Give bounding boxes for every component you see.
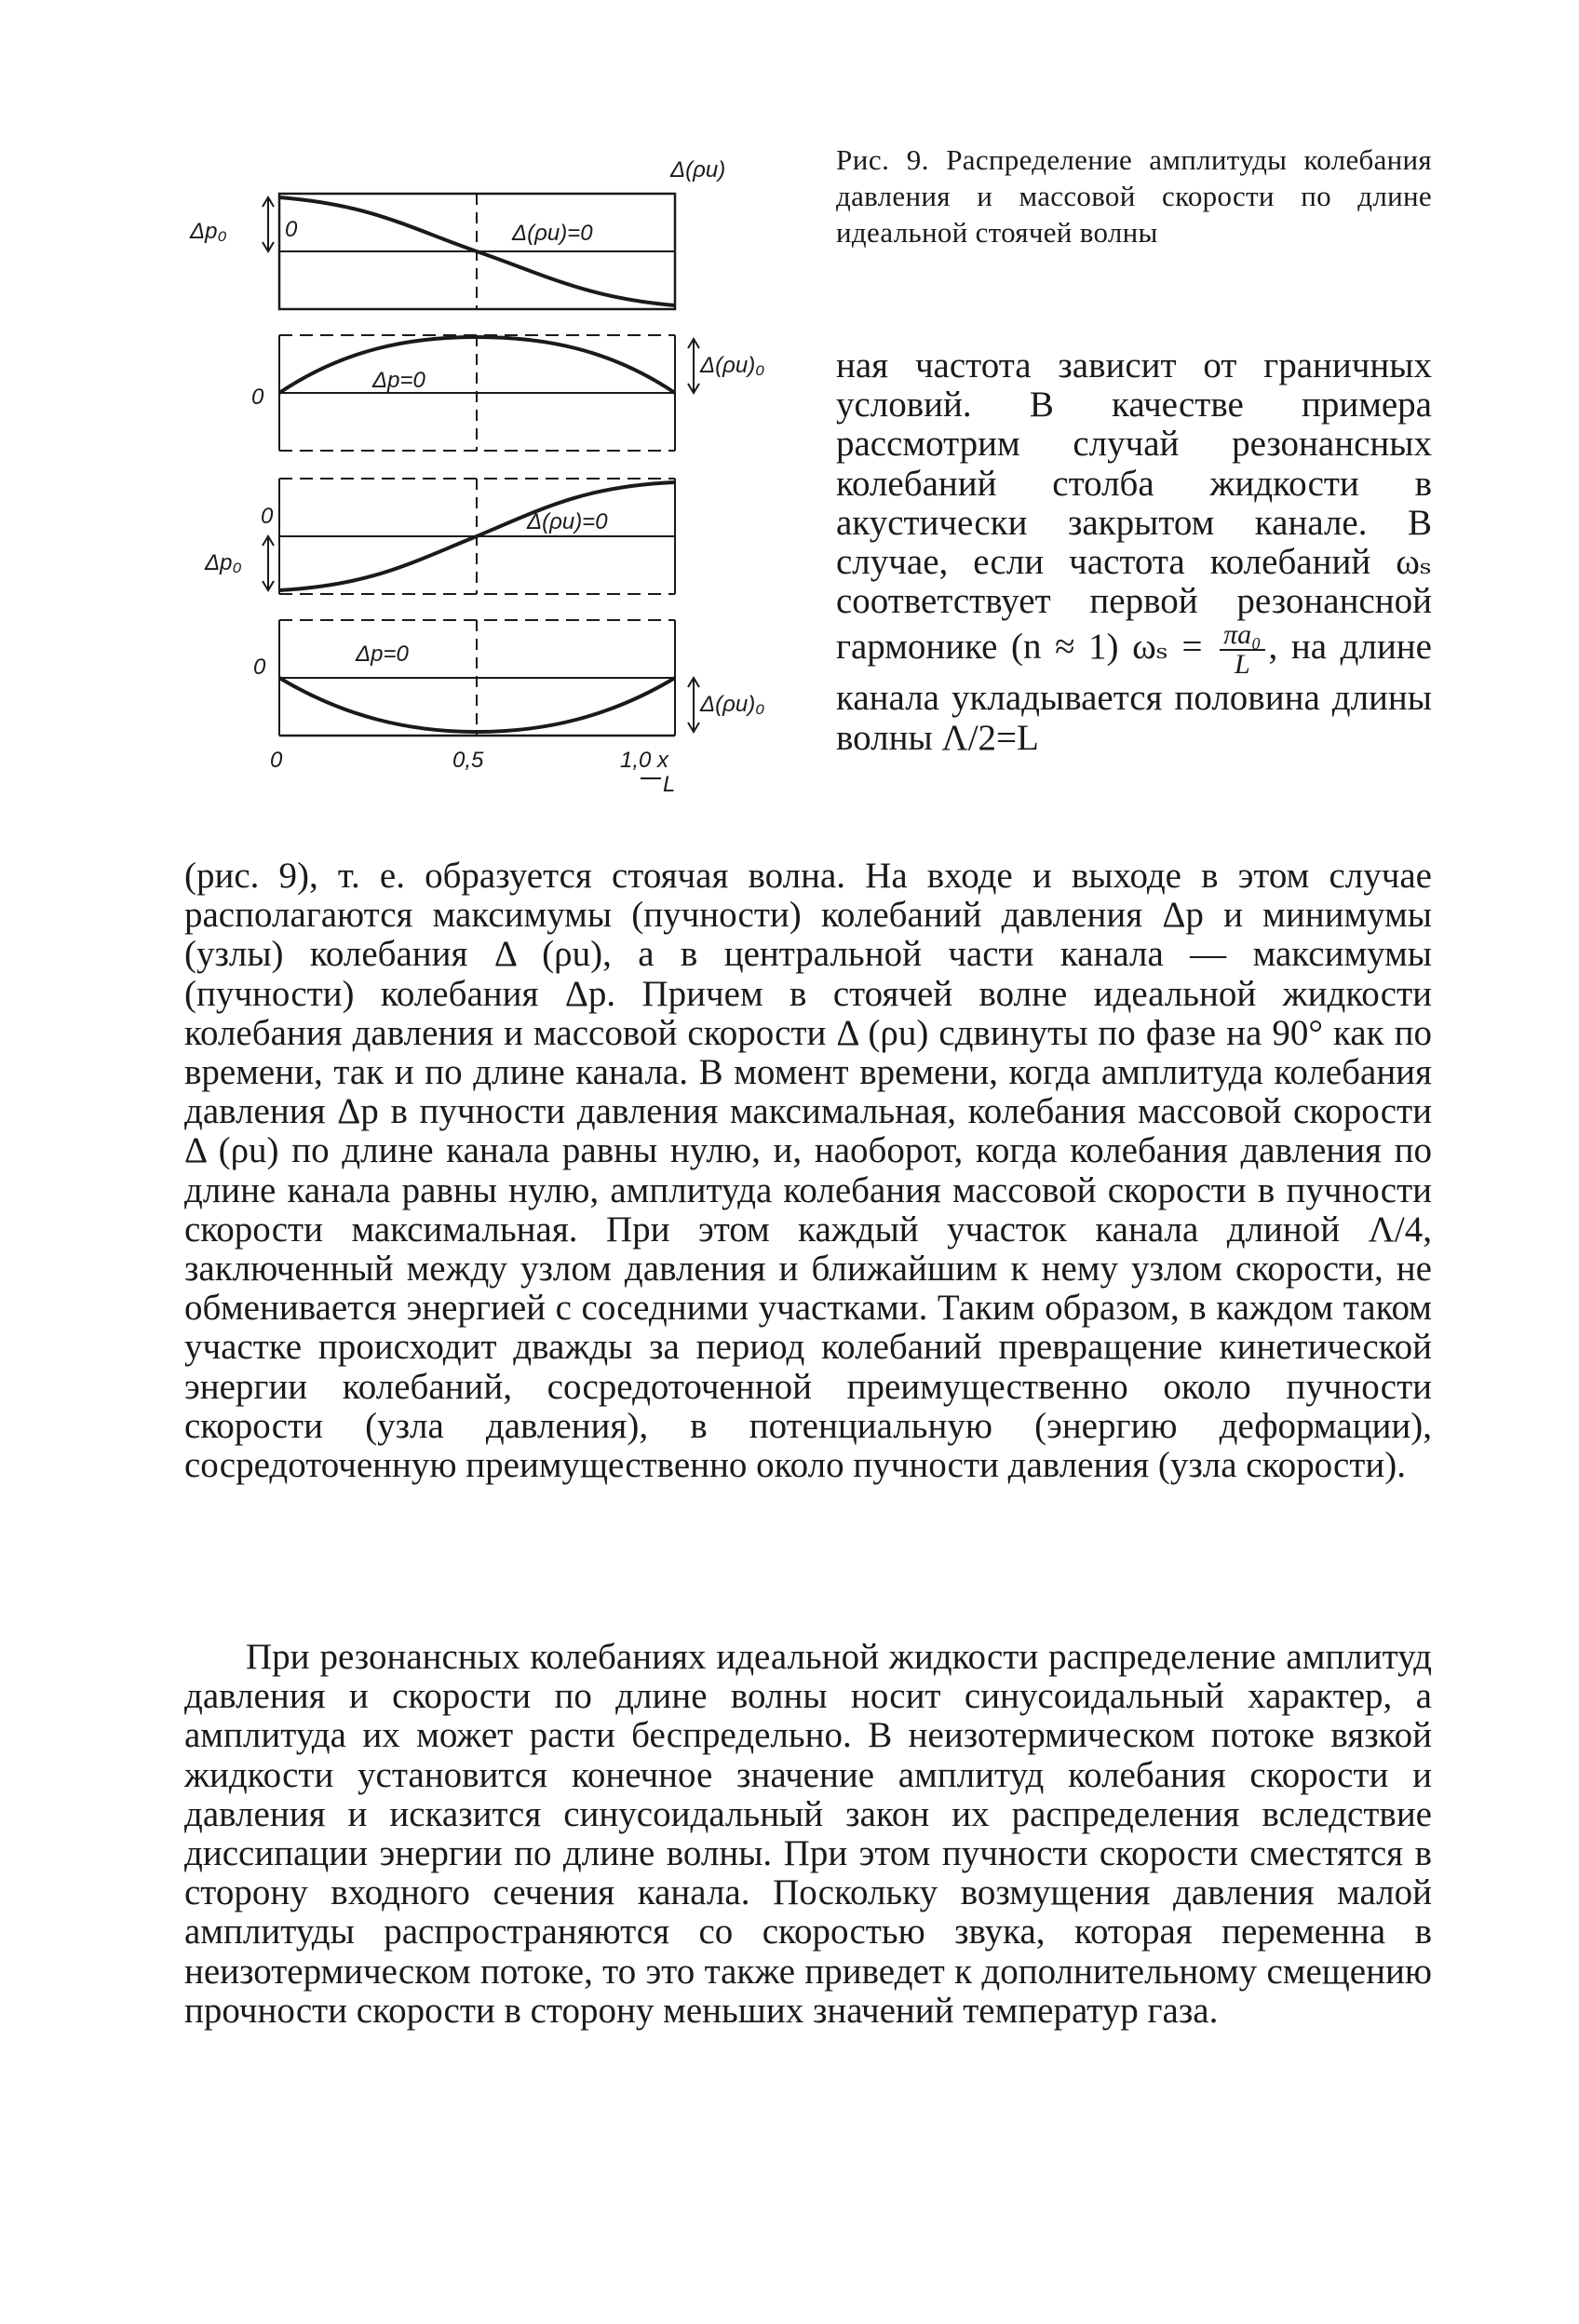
label-zero-2: 0: [251, 385, 264, 410]
caption-text: Распределение амплитуды колебания давления и массовой скорости по длине идеальной стоячей волны: [836, 143, 1432, 249]
fraction-denominator: L: [1234, 649, 1250, 681]
label-dru0-4: Δ(ρu)₀: [700, 692, 765, 717]
axis-label-05: 0,5: [452, 748, 484, 773]
label-zero-1: 0: [285, 217, 298, 242]
standing-wave-diagram: [186, 140, 819, 791]
caption-label: Рис. 9.: [836, 143, 930, 176]
side-paragraph: [836, 346, 1432, 758]
label-node-dru-1: Δ(ρu)=0: [512, 221, 593, 246]
panel-2: [279, 335, 699, 451]
axis-label-x: x: [657, 748, 668, 773]
label-dp0-1: Δp₀: [190, 219, 227, 244]
fraction: [1220, 621, 1264, 679]
label-node-dp-4: Δp=0: [356, 642, 409, 667]
paragraph-1: (рис. 9), т. е. образуется стоячая волна. На входе и выходе в этом случае располагаются максимумы (пучности) колебаний давления Δp и минимумы (узлы) колебания Δ (ρu), а в центральной части канала — максимумы (пучности) колебания Δp. Причем в стоячей волне идеальной жидкости колебания давления и массовой скорости Δ (ρu) сдвинуты по фазе на 90° как по времени, так и по длине канала. В момент времени, когда амплитуда колебания давления Δp в пучности давления максимальная, колебания массовой скорости Δ (ρu) по длине канала равны нулю, и, наоборот, когда колебания давления по длине канала равны нулю, амплитуда колебания массовой скорости в пучности скорости максимальная. При этом каждый участок канала длиной Λ/4, заключенный между узлом давления и ближайшим к нему узлом скорости, не обменивается энергией с соседними участками. Таким образом, в каждом таком участке происходит дважды за период колебаний превращение кинетической энергии колебаний, сосредоточенной преимущественно около пучности скорости (узла давления), в потенциальную (энергию деформации), сосредоточенную преимущественно около пучности давления (узла скорости).: [184, 856, 1432, 1486]
axis-label-L: L: [663, 772, 676, 791]
label-node-dru-3: Δ(ρu)=0: [527, 509, 608, 534]
label-zero-3: 0: [261, 504, 274, 529]
side-text-part2: , на длине канала укладывается половина длины волны Λ/2=L: [836, 627, 1432, 758]
label-dp0-3: Δp₀: [205, 550, 242, 575]
fraction-numerator: πa₀: [1220, 621, 1264, 651]
axis-label-10: 1,0: [620, 748, 652, 773]
figure-caption: [836, 142, 1432, 250]
label-zero-4: 0: [253, 655, 266, 680]
label-d-rho-u-top: Δ(ρu): [670, 157, 726, 182]
figure-9: [186, 140, 819, 791]
paragraph-2: При резонансных колебаниях идеальной жидкости распределение амплитуд давления и скорости по длине волны носит синусоидальный характер, а амплитуда их может расти беспредельно. В неизотермическом потоке вязкой жидкости установится конечное значение амплитуд колебания скорости и давления и исказится синусоидальный закон их распределения вследствие диссипации энергии по длине волны. При этом пучности скорости сместятся в сторону входного сечения канала. Поскольку возмущения давления малой амплитуды распространяются со скоростью звука, которая переменна в неизотермическом потоке, то это также приведет к дополнительному смещению прочности скорости в сторону меньших значений температур газа.: [184, 1637, 1432, 2031]
panel-3: [263, 479, 675, 594]
axis-label-0: 0: [270, 748, 283, 773]
label-node-dp-2: Δp=0: [372, 368, 425, 393]
panel-1: [263, 194, 675, 309]
label-dru0-2: Δ(ρu)₀: [700, 353, 765, 378]
side-text-part1: ная частота зависит от граничных условий. В качестве примера рассмотрим случай резонансных колебаний столба жидкости в акустически закрытом канале. В случае, если частота колебаний ωₛ соответствует первой резонансной гармонике (n ≈ 1) ωₛ =: [836, 345, 1432, 668]
